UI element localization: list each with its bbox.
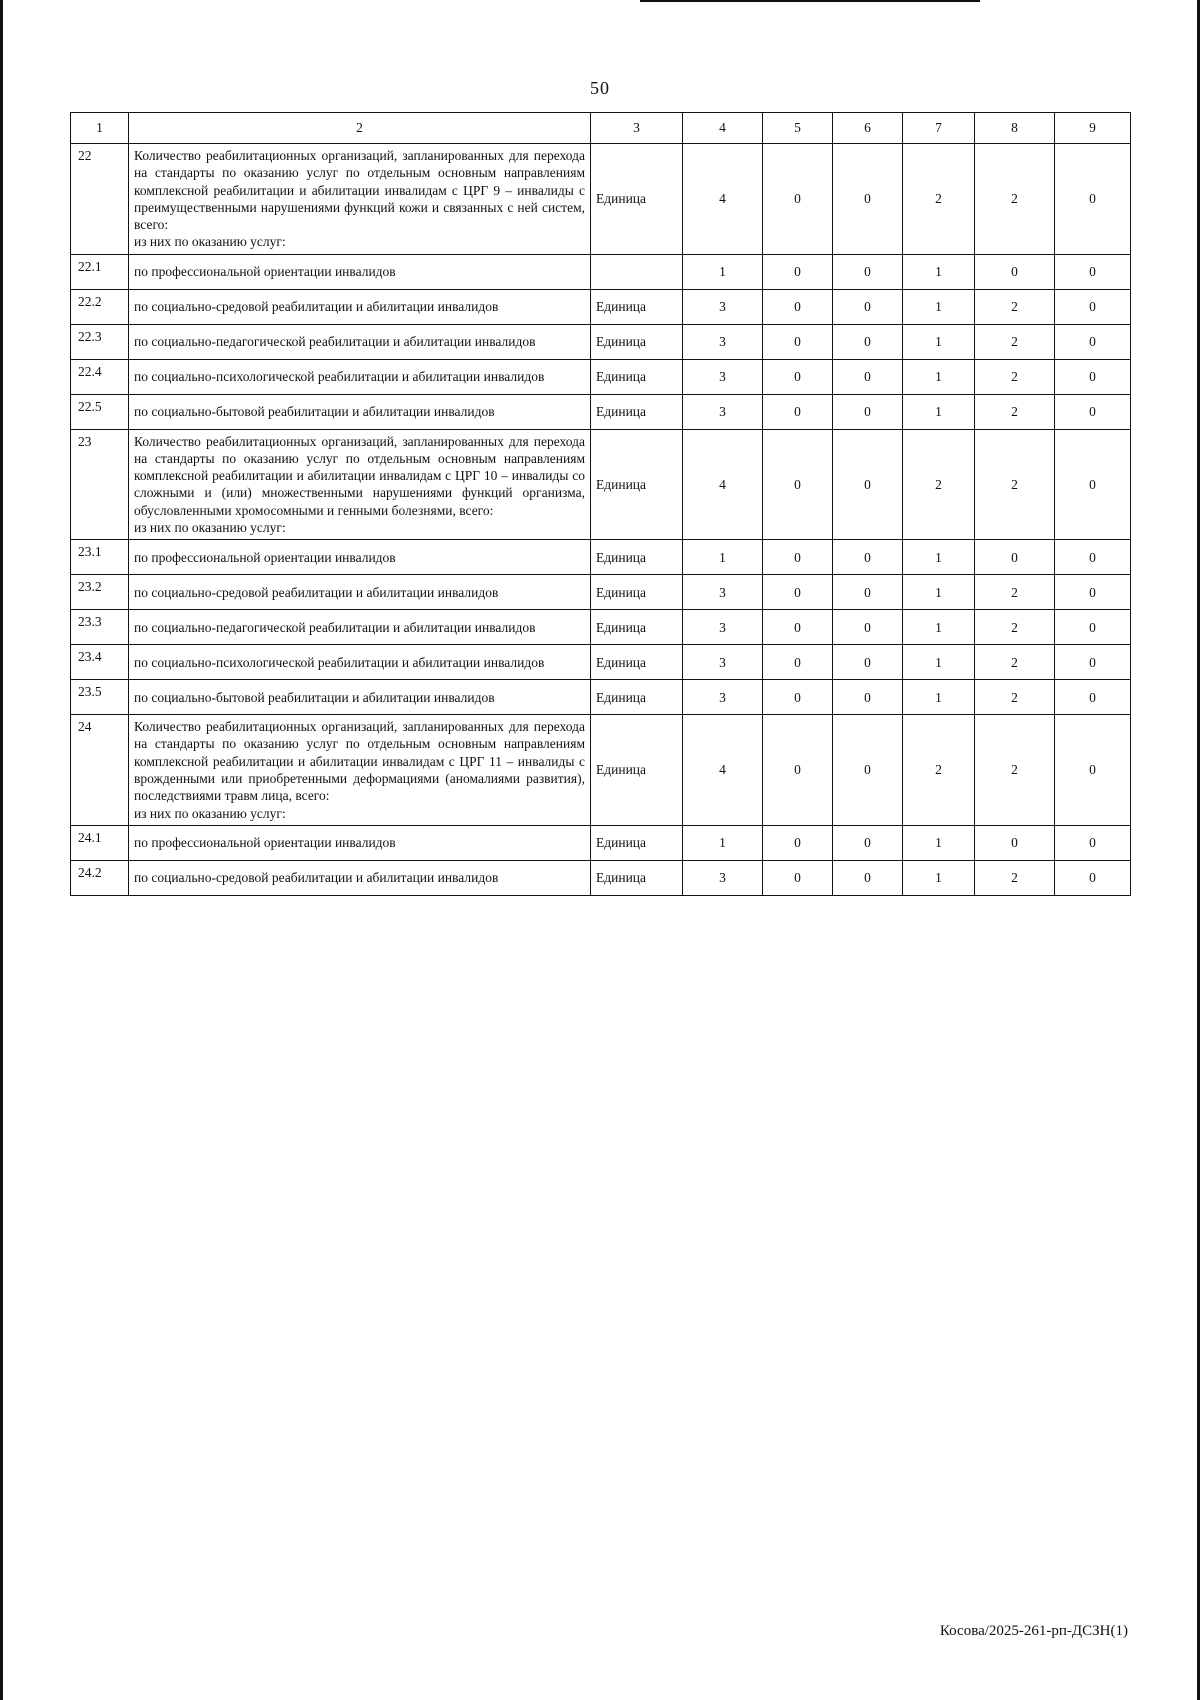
row-value-col-7: 1 — [903, 860, 975, 895]
row-value-col-8: 0 — [975, 825, 1055, 860]
indicator-text: по социально-бытовой реабилитации и абилитации инвалидов — [134, 403, 495, 419]
row-value-col-9: 0 — [1055, 715, 1131, 826]
row-value-col-6: 0 — [833, 860, 903, 895]
row-value-col-4: 3 — [683, 324, 763, 359]
row-number: 24 — [71, 715, 129, 826]
row-value-col-7: 2 — [903, 429, 975, 540]
table-row — [71, 610, 1131, 645]
table-body — [71, 144, 1131, 896]
col-header-1: 1 — [71, 113, 129, 144]
indicator-text: по социально-средовой реабилитации и абилитации инвалидов — [134, 584, 499, 600]
row-value-col-5: 0 — [763, 144, 833, 255]
table-row — [71, 359, 1131, 394]
indicator-text: по профессиональной ориентации инвалидов — [134, 263, 396, 279]
row-value-col-4: 1 — [683, 825, 763, 860]
row-value-col-5: 0 — [763, 359, 833, 394]
indicator-text: по социально-психологической реабилитации и абилитации инвалидов — [134, 654, 545, 670]
scan-edge-mark-left — [0, 0, 3, 1700]
table-row — [71, 860, 1131, 895]
table-row — [71, 144, 1131, 255]
row-value-col-6: 0 — [833, 575, 903, 610]
row-unit: Единица — [591, 610, 683, 645]
col-header-8: 8 — [975, 113, 1055, 144]
row-value-col-9: 0 — [1055, 254, 1131, 289]
scan-edge-mark-top — [640, 0, 980, 2]
row-value-col-7: 1 — [903, 254, 975, 289]
row-value-col-5: 0 — [763, 610, 833, 645]
row-value-col-8: 2 — [975, 289, 1055, 324]
row-value-col-5: 0 — [763, 394, 833, 429]
row-value-col-4: 3 — [683, 289, 763, 324]
row-value-col-6: 0 — [833, 324, 903, 359]
row-value-col-8: 0 — [975, 540, 1055, 575]
row-value-col-5: 0 — [763, 825, 833, 860]
row-number: 24.2 — [71, 860, 129, 895]
col-header-6: 6 — [833, 113, 903, 144]
row-value-col-9: 0 — [1055, 575, 1131, 610]
row-value-col-4: 3 — [683, 680, 763, 715]
row-unit: Единица — [591, 575, 683, 610]
row-indicator-name — [129, 610, 591, 645]
row-unit: Единица — [591, 429, 683, 540]
row-unit: Единица — [591, 289, 683, 324]
row-unit — [591, 254, 683, 289]
indicator-text: Количество реабилитационных организаций, запланированных для перехода на стандарты по оказанию услуг по отдельным основным направлениям комплексной реабилитации и абилитации инвалидам с ЦРГ 9 – инвалиды с преимущественными нарушениями функций кожи и связанных с ней систем, всего: — [134, 148, 585, 233]
row-number: 22.1 — [71, 254, 129, 289]
indicator-subnote: из них по оказанию услуг: — [134, 519, 286, 535]
row-value-col-5: 0 — [763, 645, 833, 680]
row-value-col-8: 2 — [975, 645, 1055, 680]
row-value-col-7: 1 — [903, 680, 975, 715]
row-unit: Единица — [591, 825, 683, 860]
row-value-col-8: 2 — [975, 680, 1055, 715]
row-indicator-name — [129, 394, 591, 429]
col-header-2: 2 — [129, 113, 591, 144]
row-value-col-8: 2 — [975, 144, 1055, 255]
row-value-col-9: 0 — [1055, 359, 1131, 394]
row-indicator-name — [129, 860, 591, 895]
row-value-col-7: 2 — [903, 715, 975, 826]
row-value-col-8: 2 — [975, 394, 1055, 429]
row-value-col-9: 0 — [1055, 540, 1131, 575]
table-row — [71, 254, 1131, 289]
table-row — [71, 825, 1131, 860]
col-header-5: 5 — [763, 113, 833, 144]
row-value-col-6: 0 — [833, 825, 903, 860]
row-value-col-6: 0 — [833, 645, 903, 680]
row-number: 22 — [71, 144, 129, 255]
indicator-text: по социально-средовой реабилитации и абилитации инвалидов — [134, 298, 499, 314]
row-value-col-4: 4 — [683, 429, 763, 540]
row-indicator-name — [129, 144, 591, 255]
row-value-col-5: 0 — [763, 680, 833, 715]
row-unit: Единица — [591, 324, 683, 359]
data-table — [70, 112, 1131, 896]
row-value-col-4: 3 — [683, 394, 763, 429]
row-value-col-4: 3 — [683, 610, 763, 645]
row-value-col-4: 3 — [683, 575, 763, 610]
table-header-row — [71, 113, 1131, 144]
row-value-col-5: 0 — [763, 575, 833, 610]
indicator-text: по социально-бытовой реабилитации и абилитации инвалидов — [134, 689, 495, 705]
row-value-col-5: 0 — [763, 254, 833, 289]
row-value-col-6: 0 — [833, 254, 903, 289]
row-value-col-5: 0 — [763, 429, 833, 540]
indicator-subnote: из них по оказанию услуг: — [134, 805, 286, 821]
row-value-col-8: 2 — [975, 575, 1055, 610]
row-value-col-8: 2 — [975, 324, 1055, 359]
row-value-col-5: 0 — [763, 540, 833, 575]
row-value-col-9: 0 — [1055, 645, 1131, 680]
row-indicator-name — [129, 540, 591, 575]
col-header-9: 9 — [1055, 113, 1131, 144]
row-value-col-8: 2 — [975, 429, 1055, 540]
row-value-col-6: 0 — [833, 394, 903, 429]
row-indicator-name — [129, 680, 591, 715]
row-value-col-7: 1 — [903, 645, 975, 680]
indicator-text: по социально-педагогической реабилитации и абилитации инвалидов — [134, 619, 536, 635]
row-value-col-7: 1 — [903, 825, 975, 860]
row-value-col-9: 0 — [1055, 860, 1131, 895]
row-number: 23.1 — [71, 540, 129, 575]
row-value-col-4: 3 — [683, 359, 763, 394]
col-header-4: 4 — [683, 113, 763, 144]
row-indicator-name — [129, 715, 591, 826]
table-row — [71, 289, 1131, 324]
row-number: 22.2 — [71, 289, 129, 324]
row-value-col-6: 0 — [833, 715, 903, 826]
row-value-col-9: 0 — [1055, 680, 1131, 715]
row-value-col-9: 0 — [1055, 394, 1131, 429]
table-row — [71, 680, 1131, 715]
indicator-text: Количество реабилитационных организаций, запланированных для перехода на стандарты по оказанию услуг по отдельным основным направлениям комплексной реабилитации и абилитации инвалидам с ЦРГ 10 – инвалиды со сложными и (или) множественными нарушениями функций организма, обусловленными хромосомными и генными болезнями, всего: — [134, 433, 585, 518]
page-number: 50 — [590, 78, 610, 98]
row-value-col-4: 3 — [683, 860, 763, 895]
row-value-col-5: 0 — [763, 860, 833, 895]
row-value-col-6: 0 — [833, 359, 903, 394]
row-value-col-7: 1 — [903, 324, 975, 359]
row-value-col-8: 0 — [975, 254, 1055, 289]
row-indicator-name — [129, 575, 591, 610]
row-number: 22.4 — [71, 359, 129, 394]
row-value-col-9: 0 — [1055, 429, 1131, 540]
row-number: 22.5 — [71, 394, 129, 429]
row-unit: Единица — [591, 860, 683, 895]
row-value-col-8: 2 — [975, 715, 1055, 826]
row-number: 23.3 — [71, 610, 129, 645]
row-value-col-4: 4 — [683, 144, 763, 255]
document-code: Косова/2025-261-рп-ДСЗН(1) — [939, 1623, 1128, 1639]
indicator-subnote: из них по оказанию услуг: — [134, 234, 286, 250]
row-value-col-7: 1 — [903, 359, 975, 394]
col-header-3: 3 — [591, 113, 683, 144]
row-value-col-9: 0 — [1055, 289, 1131, 324]
row-value-col-9: 0 — [1055, 610, 1131, 645]
row-unit: Единица — [591, 359, 683, 394]
indicator-text: по профессиональной ориентации инвалидов — [134, 835, 396, 851]
col-header-7: 7 — [903, 113, 975, 144]
table-row — [71, 575, 1131, 610]
row-value-col-6: 0 — [833, 429, 903, 540]
row-number: 23.4 — [71, 645, 129, 680]
row-indicator-name — [129, 645, 591, 680]
indicator-text: по социально-средовой реабилитации и абилитации инвалидов — [134, 870, 499, 886]
indicator-text: Количество реабилитационных организаций, запланированных для перехода на стандарты по оказанию услуг по отдельным основным направлениям комплексной реабилитации и абилитации инвалидам с ЦРГ 11 – инвалиды с врожденными или приобретенными деформациями (аномалиями развития), последствиями травм лица, всего: — [134, 719, 585, 804]
row-number: 22.3 — [71, 324, 129, 359]
row-value-col-6: 0 — [833, 540, 903, 575]
row-value-col-4: 3 — [683, 645, 763, 680]
indicator-text: по социально-педагогической реабилитации и абилитации инвалидов — [134, 333, 536, 349]
table-row — [71, 540, 1131, 575]
row-value-col-4: 1 — [683, 254, 763, 289]
row-value-col-6: 0 — [833, 680, 903, 715]
table-row — [71, 324, 1131, 359]
row-value-col-7: 1 — [903, 575, 975, 610]
row-unit: Единица — [591, 144, 683, 255]
row-indicator-name — [129, 254, 591, 289]
row-unit: Единица — [591, 680, 683, 715]
row-value-col-7: 1 — [903, 540, 975, 575]
row-value-col-6: 0 — [833, 610, 903, 645]
row-indicator-name — [129, 289, 591, 324]
row-value-col-6: 0 — [833, 289, 903, 324]
row-number: 24.1 — [71, 825, 129, 860]
row-value-col-9: 0 — [1055, 324, 1131, 359]
row-value-col-4: 1 — [683, 540, 763, 575]
row-indicator-name — [129, 429, 591, 540]
row-unit: Единица — [591, 645, 683, 680]
row-unit: Единица — [591, 394, 683, 429]
table-row — [71, 394, 1131, 429]
row-indicator-name — [129, 324, 591, 359]
row-number: 23 — [71, 429, 129, 540]
table-row — [71, 429, 1131, 540]
row-value-col-9: 0 — [1055, 144, 1131, 255]
table-row — [71, 715, 1131, 826]
row-value-col-7: 1 — [903, 289, 975, 324]
row-value-col-6: 0 — [833, 144, 903, 255]
row-value-col-7: 1 — [903, 394, 975, 429]
row-value-col-9: 0 — [1055, 825, 1131, 860]
row-number: 23.5 — [71, 680, 129, 715]
row-unit: Единица — [591, 540, 683, 575]
row-value-col-8: 2 — [975, 610, 1055, 645]
row-value-col-8: 2 — [975, 359, 1055, 394]
row-value-col-8: 2 — [975, 860, 1055, 895]
row-number: 23.2 — [71, 575, 129, 610]
row-value-col-4: 4 — [683, 715, 763, 826]
row-value-col-7: 1 — [903, 610, 975, 645]
row-value-col-5: 0 — [763, 324, 833, 359]
table-row — [71, 645, 1131, 680]
indicator-text: по социально-психологической реабилитации и абилитации инвалидов — [134, 368, 545, 384]
row-value-col-5: 0 — [763, 289, 833, 324]
row-unit: Единица — [591, 715, 683, 826]
row-indicator-name — [129, 825, 591, 860]
row-value-col-5: 0 — [763, 715, 833, 826]
row-value-col-7: 2 — [903, 144, 975, 255]
indicator-text: по профессиональной ориентации инвалидов — [134, 549, 396, 565]
row-indicator-name — [129, 359, 591, 394]
